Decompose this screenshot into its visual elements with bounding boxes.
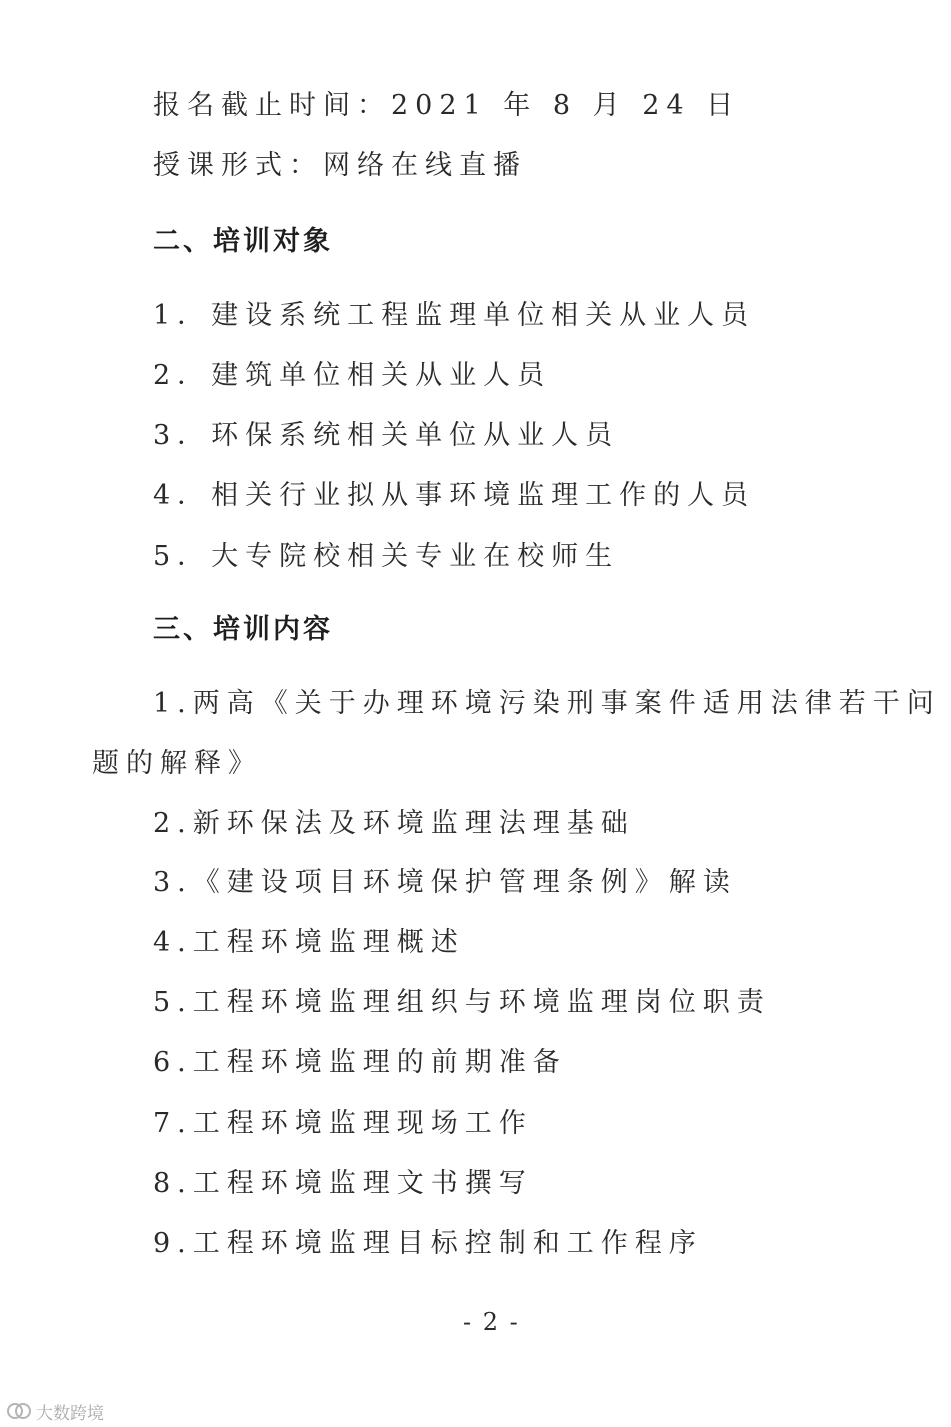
- page-number: - 2 -: [463, 1308, 520, 1336]
- content-item: 3.《建设项目环境保护管理条例》解读: [153, 867, 737, 898]
- content-item: 7.工程环境监理现场工作: [153, 1108, 533, 1139]
- registration-deadline: 报名截止时间：2021 年 8 月 24 日: [153, 90, 741, 121]
- course-format: 授课形式：网络在线直播: [153, 150, 527, 181]
- target-item: 2．建筑单位相关从业人员: [153, 360, 552, 391]
- target-item: 4．相关行业拟从事环境监理工作的人员: [153, 480, 756, 511]
- content-item: 4.工程环境监理概述: [153, 927, 465, 958]
- watermark-logo-icon: [6, 1400, 32, 1422]
- target-item: 1．建设系统工程监理单位相关从业人员: [153, 300, 756, 331]
- target-item: 5．大专院校相关专业在校师生: [153, 541, 620, 572]
- section-heading-training-content: 三、培训内容: [153, 614, 333, 645]
- content-item: 1.两高《关于办理环境污染刑事案件适用法律若干问: [153, 688, 941, 719]
- content-item: 6.工程环境监理的前期准备: [153, 1047, 567, 1078]
- content-item-continuation: 题的解释》: [92, 748, 262, 779]
- watermark-text: 大数跨境: [36, 1403, 104, 1424]
- section-heading-training-targets: 二、培训对象: [153, 226, 333, 257]
- content-item: 9.工程环境监理目标控制和工作程序: [153, 1228, 703, 1259]
- content-item: 8.工程环境监理文书撰写: [153, 1168, 533, 1199]
- target-item: 3．环保系统相关单位从业人员: [153, 420, 620, 451]
- content-item: 2.新环保法及环境监理法理基础: [153, 808, 635, 839]
- watermark: [6, 1398, 104, 1424]
- content-item: 5.工程环境监理组织与环境监理岗位职责: [153, 987, 771, 1018]
